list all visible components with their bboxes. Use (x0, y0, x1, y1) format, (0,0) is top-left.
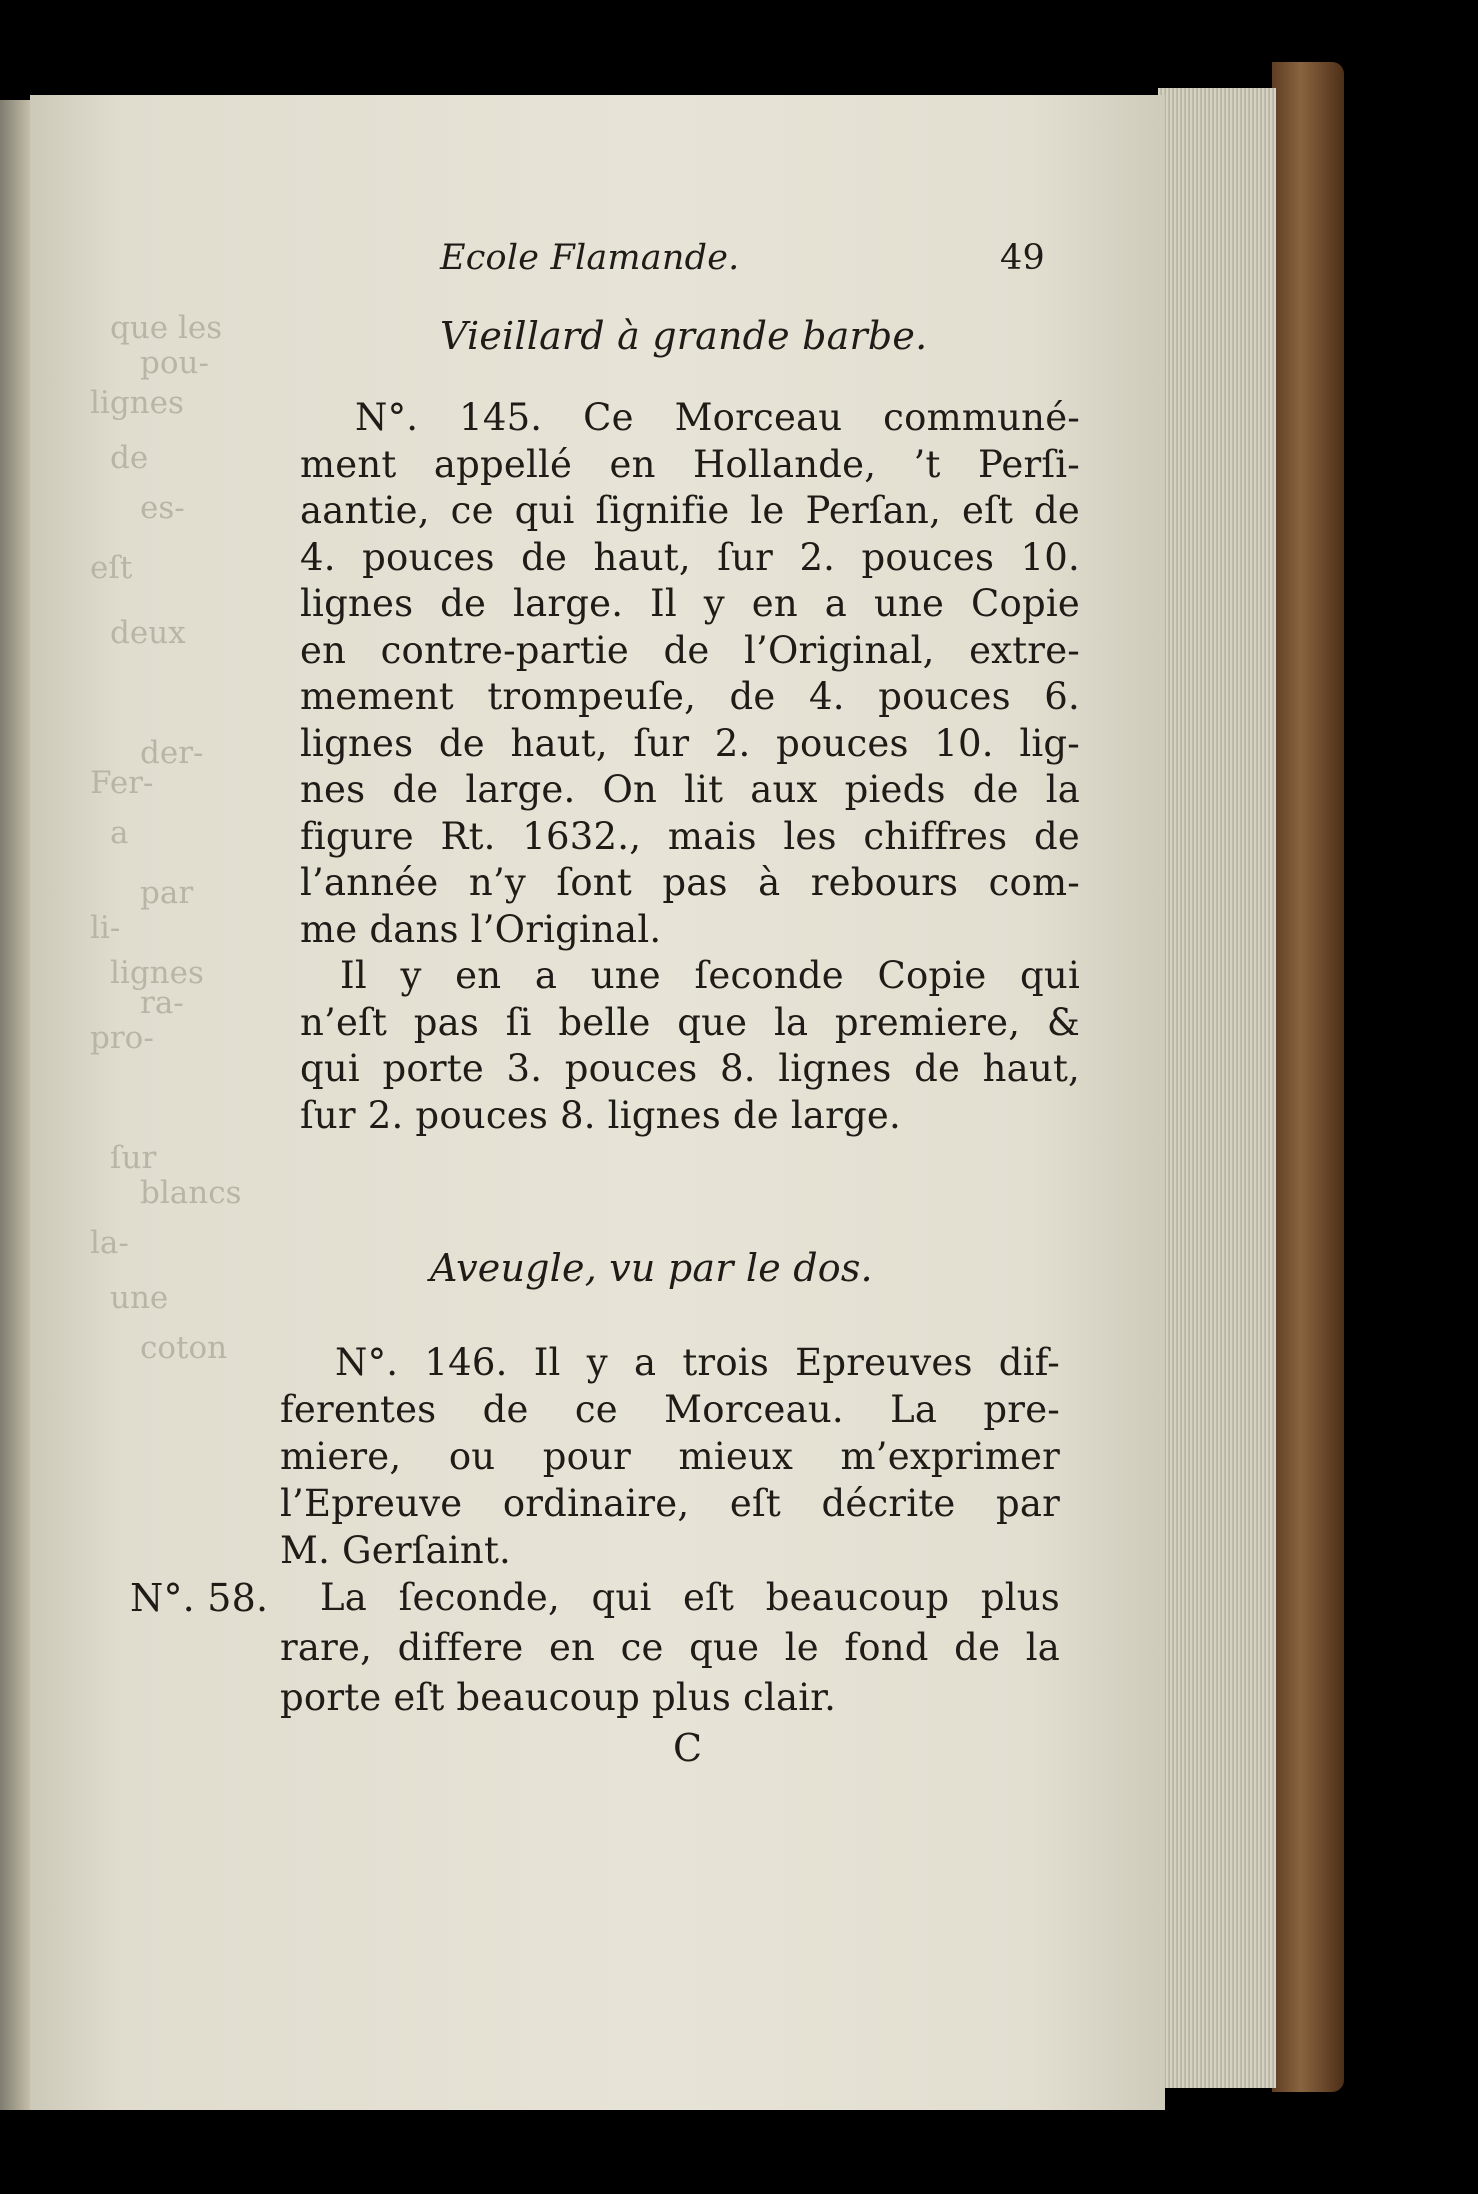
section-title-aveugle: Aveugle, vu par le dos. (430, 1246, 873, 1290)
show-through-text: pro- (90, 1020, 154, 1056)
show-through-text: que les (110, 310, 223, 346)
text-line: ferentes de ce Morceau. La pre- (280, 1388, 1060, 1431)
text-line: ſur 2. pouces 8. lignes de large. (300, 1093, 901, 1137)
text-line: rare, differe en ce que le fond de la (280, 1626, 1060, 1669)
show-through-text: ra- (140, 985, 184, 1021)
show-through-text: coton (140, 1330, 228, 1366)
page-number: 49 (1000, 238, 1045, 278)
show-through-text: de (110, 440, 149, 476)
text-line: lignes de large. Il y en a une Copie (300, 582, 1080, 625)
show-through-text: deux (110, 615, 186, 651)
show-through-text: une (110, 1280, 169, 1316)
text-line: en contre-partie de l’Original, extre- (300, 628, 1080, 672)
text-line: n’eſt pas ſi belle que la premiere, & (300, 1000, 1080, 1044)
text-line: porte eſt beaucoup plus clair. (280, 1676, 837, 1719)
show-through-text: pou- (140, 345, 209, 381)
text-line: me dans l’Original. (300, 907, 662, 951)
page-block-edges (1158, 88, 1276, 2088)
text-line: nes de large. On lit aux pieds de la (300, 768, 1080, 811)
text-line: figure Rt. 1632., mais les chiffres de (300, 814, 1080, 858)
show-through-text: la- (90, 1225, 129, 1261)
show-through-text: a (110, 815, 129, 851)
text-line: M. Gerſaint. (280, 1529, 511, 1572)
show-through-text: lignes (110, 955, 204, 991)
text-line: Il y en a une ſeconde Copie qui (340, 954, 1080, 997)
margin-reference: N°. 58. (130, 1576, 269, 1620)
show-through-text: par (140, 875, 194, 911)
running-title: Ecole Flamande. (440, 238, 740, 278)
text-line: lignes de haut, ſur 2. pouces 10. lig- (300, 721, 1080, 765)
show-through-text: lignes (90, 385, 184, 421)
show-through-text: ſur (110, 1140, 157, 1176)
text-line: La ſeconde, qui eſt beaucoup plus (320, 1576, 1060, 1619)
text-line: 4. pouces de haut, ſur 2. pouces 10. (300, 535, 1080, 579)
show-through-text: Fer- (90, 765, 154, 801)
show-through-text: li- (90, 910, 121, 946)
book-page (30, 95, 1165, 2110)
left-page-edge (0, 100, 32, 2110)
text-line: qui porte 3. pouces 8. lignes de haut, (300, 1047, 1080, 1090)
show-through-text: eſt (90, 550, 133, 586)
text-line: N°. 145. Ce Morceau communé- (355, 396, 1080, 439)
book-cover (1272, 62, 1344, 2092)
show-through-text: es- (140, 490, 185, 526)
text-line: l’année n’y ſont pas à rebours com- (300, 861, 1080, 904)
text-line: mement trompeuſe, de 4. pouces 6. (300, 675, 1080, 718)
text-line: l’Epreuve ordinaire, eſt décrite par (280, 1482, 1060, 1525)
text-line: ment appellé en Hollande, ’t Perſi- (300, 442, 1080, 486)
signature-mark: C (673, 1726, 703, 1770)
show-through-text: der- (140, 735, 204, 771)
section-title-vieillard: Vieillard à grande barbe. (440, 314, 928, 358)
text-line: aantie, ce qui ſignifie le Perſan, eſt de (300, 489, 1080, 532)
text-line: miere, ou pour mieux m’exprimer (280, 1435, 1060, 1478)
text-line: N°. 146. Il y a trois Epreuves dif- (335, 1341, 1060, 1384)
show-through-text: blancs (140, 1175, 242, 1211)
